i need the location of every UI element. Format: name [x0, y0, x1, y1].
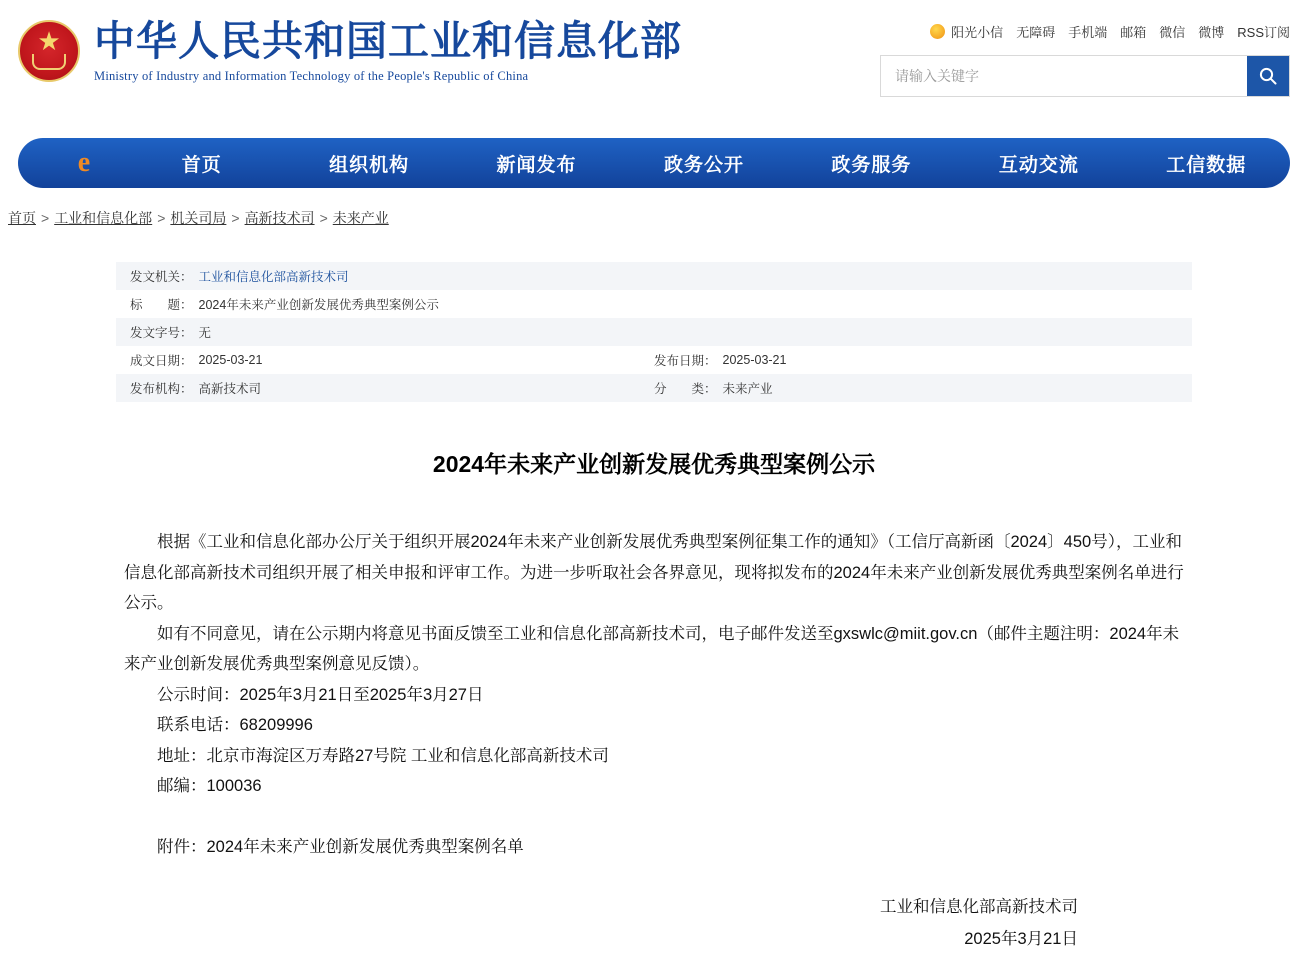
meta-value-document-number: 无	[198, 326, 212, 340]
nav-item-data[interactable]: 工信数据	[1166, 154, 1247, 176]
document-body	[124, 527, 1184, 955]
main-nav	[18, 138, 1290, 188]
national-emblem-icon	[18, 20, 80, 82]
breadcrumb-separator: >	[41, 210, 50, 226]
nav-item-home[interactable]: 首页	[181, 154, 222, 176]
document-attachment[interactable]: 附件：2024年未来产业创新发展优秀典型案例名单	[157, 837, 524, 856]
top-link-wechat[interactable]: 微信	[1159, 25, 1186, 40]
nav-item-news[interactable]: 新闻发布	[496, 154, 577, 176]
top-link-rss[interactable]: RSS订阅	[1237, 25, 1290, 40]
search-bar	[880, 55, 1290, 97]
signature-date: 2025年3月21日	[964, 929, 1078, 948]
site-header	[0, 0, 1308, 128]
meta-row-title	[116, 290, 1192, 318]
breadcrumb-separator: >	[231, 210, 240, 226]
nav-item-government-services[interactable]: 政务服务	[831, 154, 912, 176]
breadcrumb-item-future-industry[interactable]: 未来产业	[332, 210, 389, 226]
top-link-weibo[interactable]: 微博	[1198, 25, 1225, 40]
meta-row-dates	[116, 346, 1192, 374]
breadcrumb-separator: >	[319, 210, 328, 226]
meta-value-completion-date: 2025-03-21	[198, 353, 263, 367]
document-signature	[124, 892, 1184, 955]
meta-label: 发文机关：	[130, 270, 193, 284]
document-address: 地址：北京市海淀区万寿路27号院 工业和信息化部高新技术司	[157, 746, 609, 765]
breadcrumb-item-miit[interactable]: 工业和信息化部	[54, 210, 153, 226]
document-publicity-period: 公示时间：2025年3月21日至2025年3月27日	[157, 685, 484, 704]
breadcrumb	[0, 208, 1290, 228]
top-link-mobile[interactable]: 手机端	[1068, 25, 1108, 40]
document-paragraph-2: 如有不同意见，请在公示期内将意见书面反馈至工业和信息化部高新技术司，电子邮件发送至gxswlc@miit.gov.cn（邮件主题注明：2024年未来产业创新发展优秀典型案例意见反馈）。	[124, 624, 1180, 674]
meta-row-document-number	[116, 318, 1192, 346]
meta-label: 发文字号：	[130, 326, 193, 340]
meta-value-publish-org: 高新技术司	[198, 382, 262, 396]
meta-value-title: 2024年未来产业创新发展优秀典型案例公示	[198, 298, 439, 312]
site-logo-block[interactable]	[18, 0, 682, 84]
document-meta-table	[116, 262, 1192, 402]
site-title-en: Ministry of Industry and Information Technology of the People's Republic of China	[94, 69, 529, 84]
nav-item-government-affairs[interactable]: 政务公开	[663, 154, 744, 176]
meta-row-issuing-agency	[116, 262, 1192, 290]
page-title: 2024年未来产业创新发展优秀典型案例公示	[432, 451, 876, 477]
header-right	[880, 22, 1290, 97]
sun-icon	[930, 24, 945, 39]
top-link-accessibility[interactable]: 无障碍	[1016, 25, 1056, 40]
meta-value-category: 未来产业	[722, 382, 773, 396]
meta-label: 标 题：	[130, 298, 193, 312]
site-title-cn: 中华人民共和国工业和信息化部	[94, 18, 682, 64]
nav-item-interaction[interactable]: 互动交流	[998, 154, 1079, 176]
meta-label: 发布日期：	[654, 354, 717, 368]
search-icon	[1258, 66, 1278, 86]
breadcrumb-item-high-tech[interactable]: 高新技术司	[244, 210, 315, 226]
meta-label: 分 类：	[654, 382, 717, 396]
top-link-sunshine[interactable]: 阳光小信	[951, 25, 1004, 40]
meta-value-issuing-agency[interactable]: 工业和信息化部高新技术司	[198, 270, 349, 284]
nav-item-organization[interactable]: 组织机构	[329, 154, 410, 176]
document-contact-phone: 联系电话：68209996	[157, 716, 313, 735]
search-input[interactable]	[881, 56, 1247, 96]
breadcrumb-item-departments[interactable]: 机关司局	[170, 210, 227, 226]
top-link-mail[interactable]: 邮箱	[1120, 25, 1147, 40]
nav-items	[70, 150, 1290, 177]
document-postcode: 邮编：100036	[157, 777, 262, 796]
top-links	[880, 22, 1290, 41]
breadcrumb-item-home[interactable]: 首页	[8, 210, 36, 226]
document-paragraph-1: 根据《工业和信息化部办公厅关于组织开展2024年未来产业创新发展优秀典型案例征集工作的通知》（工信厅高新函〔2024〕450号），工业和信息化部高新技术司组织开展了相关申报和评审工作。为进一步听取社会各界意见，现将拟发布的2024年未来产业创新发展优秀典型案例名单进行公示。	[124, 533, 1184, 613]
nav-brand-icon: e	[77, 147, 91, 178]
meta-value-publish-date: 2025-03-21	[722, 353, 787, 367]
meta-row-org-category	[116, 374, 1192, 402]
meta-label: 成文日期：	[130, 354, 193, 368]
signature-org: 工业和信息化部高新技术司	[880, 898, 1078, 917]
breadcrumb-separator: >	[157, 210, 166, 226]
meta-label: 发布机构：	[130, 382, 193, 396]
search-button[interactable]	[1247, 56, 1289, 96]
